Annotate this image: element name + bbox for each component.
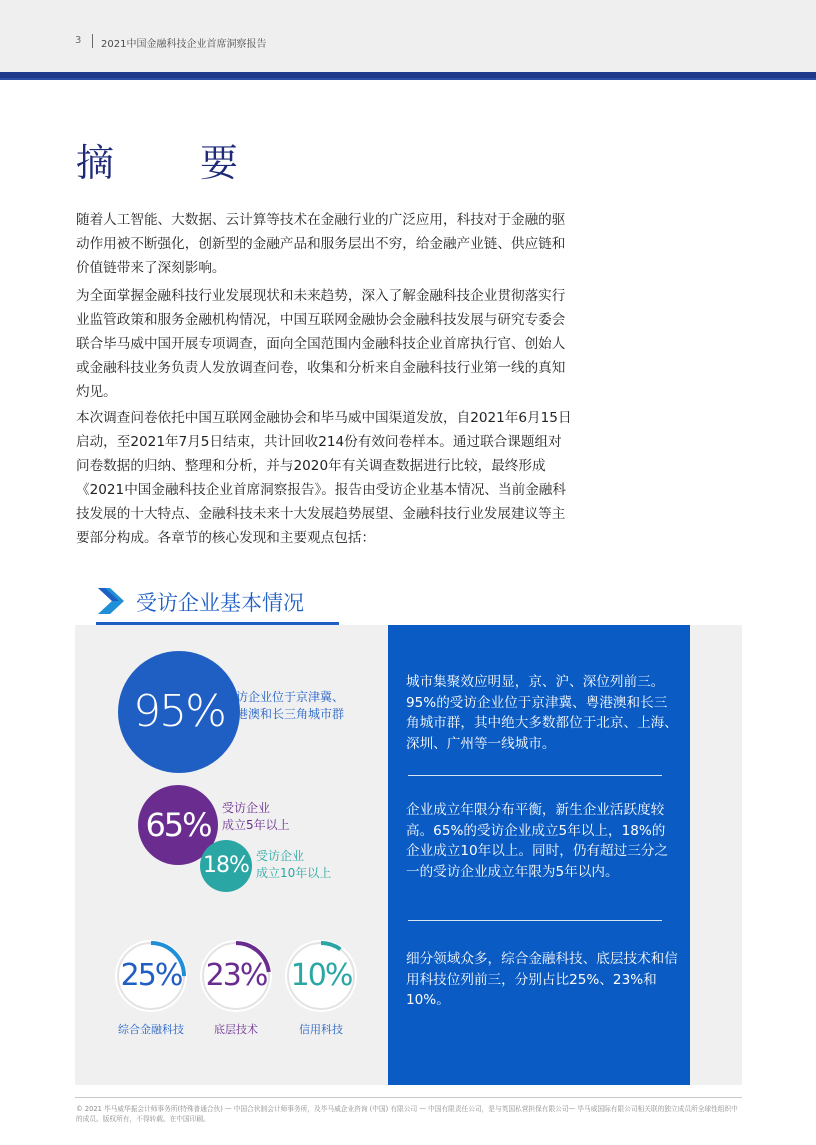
stat-95-label (224, 689, 344, 723)
header-separator (92, 34, 93, 48)
ring-value-23: 23% (205, 958, 267, 993)
paragraph-purpose: 为全面掌握金融科技行业发展现状和未来趋势，深入了解金融科技企业贯彻落实行业监管政策和服务金融机构情况，中国互联网金融协会金融科技发展与研究专委会联合毕马威中国开展专项调查，面向全国范围内金融科技企业首席执行官、创始人或金融科技业务负责人发放调查问卷，收集和分析来自金融科技行业第一线的真知灼见。 (76, 288, 566, 400)
finding-location: 城市集聚效应明显，京、沪、深位列前三。95%的受访企业位于京津冀、粤港澳和长三角城市群，其中绝大多数都位于北京、上海、深圳、广州等一线城市。 (406, 674, 678, 752)
stat-95-circle: 95% (118, 651, 240, 773)
header-bar (0, 0, 816, 72)
ring-caption-infrastructure: 底层技术 (214, 1023, 258, 1036)
ring-caption-fintech: 综合金融科技 (118, 1023, 184, 1036)
stat-65-label-line1: 受访企业 (222, 801, 271, 815)
stat-18-circle: 18% (200, 840, 252, 892)
page-number: 3 (75, 35, 82, 46)
stat-95-label-line2: 粤港澳和长三角城市群 (224, 707, 345, 721)
section-title: 受访企业基本情况 (136, 591, 304, 615)
chevron-right-icon (96, 586, 126, 616)
stat-65-label (222, 800, 290, 834)
ring-chart-23 (198, 938, 274, 1014)
stat-18-label-line2: 成立10年以上 (256, 866, 332, 880)
ring-value-25: 25% (120, 958, 182, 993)
footer-rule (75, 1097, 742, 1098)
footer-copyright: © 2021 毕马威华振会计师事务所(特殊普通合伙) — 中国合伙制会计师事务所，及毕马威企业咨询 (中国) 有限公司 — 中国有限责任公司，是与英国私营担保有限公司— 毕马威国际有限公司相关联的独立成员所全球性组织中的成员。版权所有，不得转载。在中国印刷。 (76, 1105, 738, 1123)
paragraph-method: 本次调查问卷依托中国互联网金融协会和毕马威中国渠道发放，自2021年6月15日启动，至2021年7月5日结束，共计回收214份有效问卷样本。通过联合课题组对问卷数据的归纳、整理和分析，并与2020年有关调查数据进行比较，最终形成《2021中国金融科技企业首席洞察报告》。报告由受访企业基本情况、当前金融科技发展的十大特点、金融科技未来十大发展趋势展望、金融科技行业发展建议等主要部分构成。各章节的核心发现和主要观点包括： (76, 410, 572, 546)
stat-95-label-line1: 受访企业位于京津冀、 (224, 690, 345, 704)
ring-chart-10 (283, 938, 359, 1014)
ring-chart-25 (113, 938, 189, 1014)
finding-age: 企业成立年限分布平衡，新生企业活跃度较高。65%的受访企业成立5年以上，18%的企业成立10年以上。同时，仍有超过三分之一的受访企业成立年限为5年以内。 (406, 802, 668, 880)
paragraph-intro: 随着人工智能、大数据、云计算等技术在金融行业的广泛应用，科技对于金融的驱动作用被不断强化，创新型的金融产品和服务层出不穷，给金融产业链、供应链和价值链带来了深刻影响。 (76, 212, 566, 276)
finding-sector: 细分领域众多，综合金融科技、底层技术和信用科技位列前三，分别占比25%、23%和10%。 (406, 951, 678, 1008)
header-rule-accent (0, 78, 816, 80)
page-title: 摘 要 (76, 141, 263, 185)
stat-65-circle: 65% (138, 785, 218, 865)
finding-divider (408, 920, 662, 921)
stat-65-label-line2: 成立5年以上 (222, 818, 290, 832)
stat-18-label-line1: 受访企业 (256, 849, 305, 863)
ring-caption-credit: 信用科技 (299, 1023, 343, 1036)
ring-value-10: 10% (290, 958, 352, 993)
report-title: 2021中国金融科技企业首席洞察报告 (101, 39, 267, 50)
finding-divider (408, 775, 662, 776)
stat-18-label (256, 848, 331, 882)
